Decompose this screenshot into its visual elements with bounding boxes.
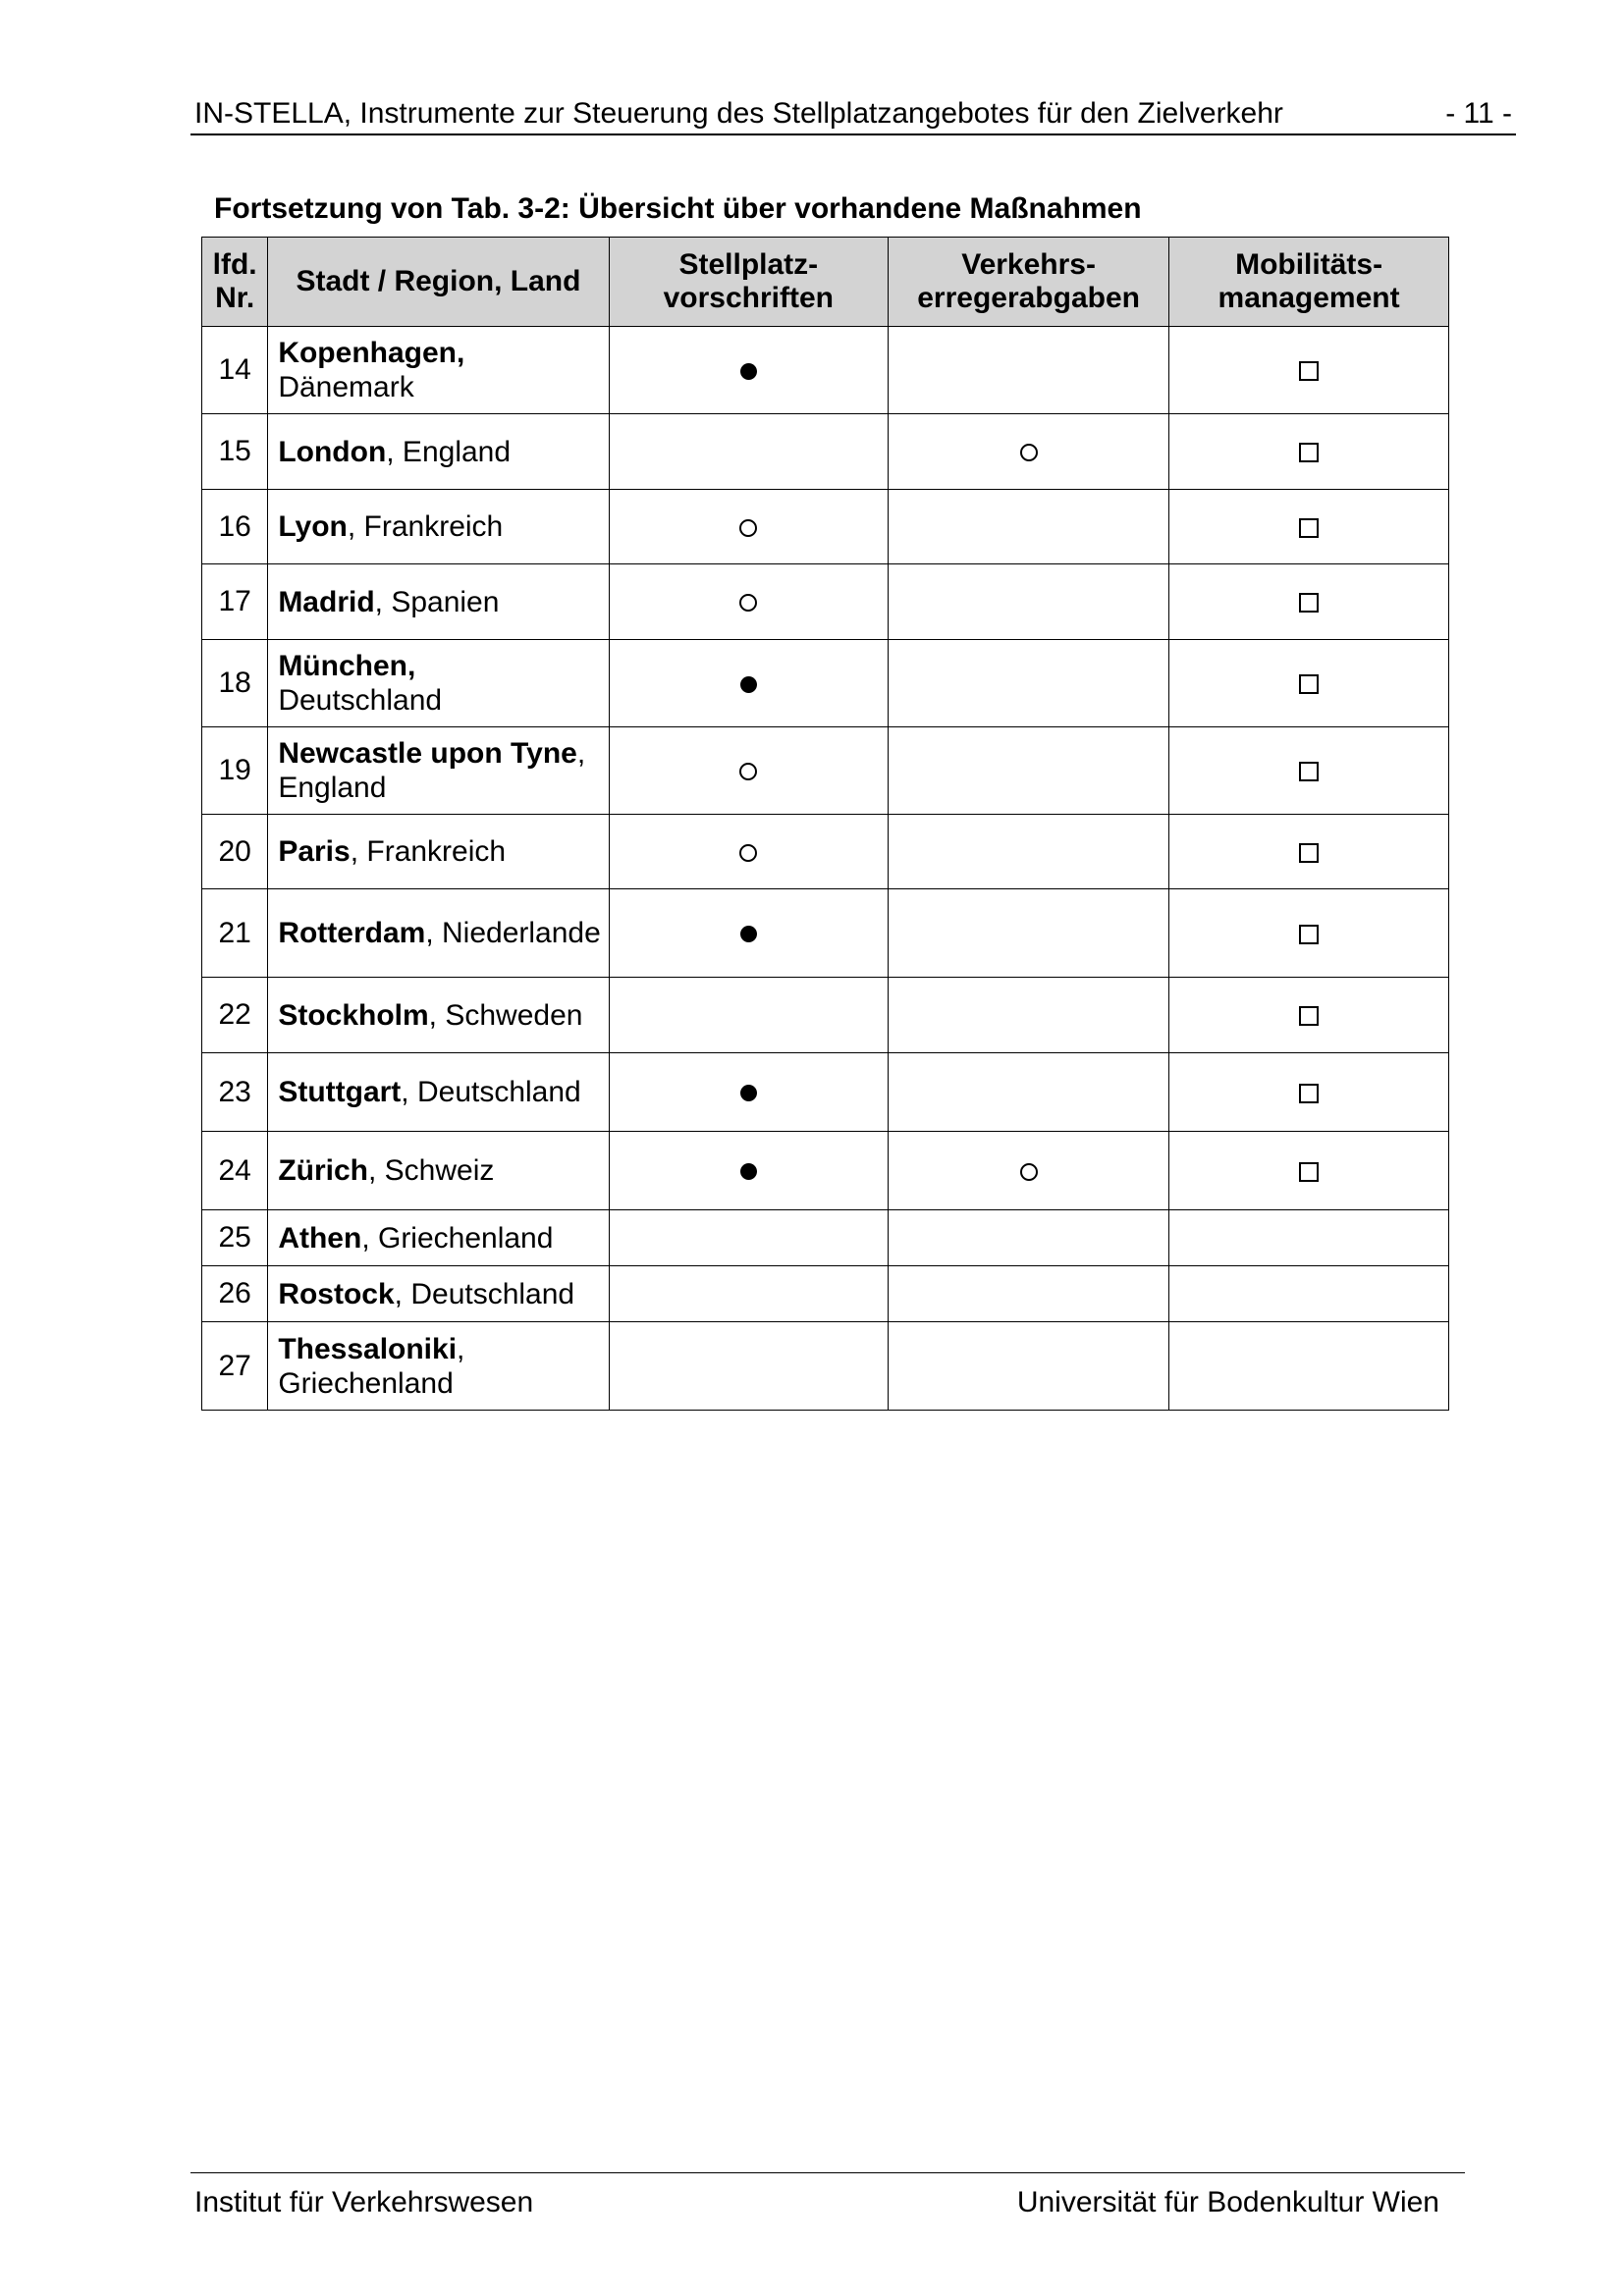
table-row bbox=[202, 490, 1449, 564]
row-city-cell bbox=[268, 727, 609, 815]
row-verk-cell bbox=[889, 1322, 1169, 1411]
row-stell-cell bbox=[609, 640, 888, 727]
filled-circle-icon bbox=[740, 926, 757, 942]
open-circle-icon bbox=[739, 763, 757, 780]
row-city-name: Rotterdam bbox=[278, 917, 426, 949]
row-number: 14 bbox=[202, 327, 268, 414]
table-caption: Fortsetzung von Tab. 3-2: Übersicht über vorhandene Maßnahmen bbox=[214, 192, 1142, 225]
row-mob-cell bbox=[1169, 327, 1449, 414]
col-header-verkehr-line2: erregerabgaben bbox=[917, 282, 1140, 314]
row-number: 23 bbox=[202, 1053, 268, 1132]
row-country: , Frankreich bbox=[347, 510, 504, 543]
row-city-cell bbox=[268, 414, 609, 490]
open-square-icon bbox=[1299, 518, 1319, 538]
table-row bbox=[202, 727, 1449, 815]
row-city-cell bbox=[268, 490, 609, 564]
open-circle-icon bbox=[1020, 1163, 1038, 1181]
header-title: IN-STELLA, Instrumente zur Steuerung des Stellplatzangebotes für den Zielverkehr bbox=[194, 97, 1283, 130]
row-mob-cell bbox=[1169, 640, 1449, 727]
row-city-cell bbox=[268, 1132, 609, 1210]
row-city-cell bbox=[268, 889, 609, 978]
row-verk-cell bbox=[889, 640, 1169, 727]
row-city-cell bbox=[268, 1210, 609, 1266]
row-verk-cell bbox=[889, 564, 1169, 640]
table-row bbox=[202, 414, 1449, 490]
row-city-name: Paris bbox=[278, 835, 351, 868]
row-number: 20 bbox=[202, 815, 268, 889]
table-row bbox=[202, 564, 1449, 640]
row-country: Deutschland bbox=[278, 684, 443, 717]
row-city-cell bbox=[268, 815, 609, 889]
row-mob-cell bbox=[1169, 1266, 1449, 1322]
row-city-name: Athen bbox=[278, 1221, 362, 1255]
row-mob-cell bbox=[1169, 889, 1449, 978]
open-square-icon bbox=[1299, 1162, 1319, 1182]
row-city-name: Madrid bbox=[278, 585, 375, 618]
open-square-icon bbox=[1299, 593, 1319, 613]
row-verk-cell bbox=[889, 815, 1169, 889]
row-country: , Spanien bbox=[374, 585, 500, 618]
row-mob-cell bbox=[1169, 727, 1449, 815]
open-square-icon bbox=[1299, 443, 1319, 462]
open-circle-icon bbox=[739, 594, 757, 612]
row-city-cell bbox=[268, 564, 609, 640]
row-stell-cell bbox=[609, 1210, 888, 1266]
footer-university: Universität für Bodenkultur Wien bbox=[1016, 2186, 1439, 2218]
col-header-mobilitaet-line1: Mobilitäts- bbox=[1235, 248, 1383, 281]
footer-institute: Institut für Verkehrswesen bbox=[194, 2186, 534, 2218]
row-country: , Schweden bbox=[428, 998, 583, 1032]
row-city-name: Stockholm bbox=[278, 998, 429, 1032]
row-stell-cell bbox=[609, 727, 888, 815]
row-stell-cell bbox=[609, 327, 888, 414]
open-circle-icon bbox=[739, 844, 757, 862]
row-verk-cell bbox=[889, 414, 1169, 490]
row-country: , Deutschland bbox=[394, 1277, 575, 1310]
row-verk-cell bbox=[889, 1053, 1169, 1132]
open-square-icon bbox=[1299, 674, 1319, 694]
row-city-cell bbox=[268, 1266, 609, 1322]
row-stell-cell bbox=[609, 1322, 888, 1411]
row-country: , Griechenland bbox=[361, 1221, 554, 1255]
row-mob-cell bbox=[1169, 815, 1449, 889]
open-circle-icon bbox=[739, 519, 757, 537]
col-header-city-label: Stadt / Region, Land bbox=[296, 265, 581, 297]
row-mob-cell bbox=[1169, 1053, 1449, 1132]
row-country: , Schweiz bbox=[367, 1154, 495, 1187]
open-circle-icon bbox=[1020, 444, 1038, 461]
row-city-cell bbox=[268, 978, 609, 1053]
table-row bbox=[202, 1266, 1449, 1322]
row-city-name: Thessaloniki bbox=[278, 1332, 458, 1365]
row-country: , Frankreich bbox=[350, 835, 507, 868]
row-city-name: München, bbox=[278, 650, 416, 682]
table-row bbox=[202, 327, 1449, 414]
row-city-name: Rostock bbox=[278, 1277, 395, 1310]
row-mob-cell bbox=[1169, 564, 1449, 640]
table-row bbox=[202, 978, 1449, 1053]
row-country: , Deutschland bbox=[401, 1076, 581, 1108]
row-city-name: Stuttgart bbox=[278, 1076, 402, 1108]
open-square-icon bbox=[1299, 1006, 1319, 1026]
row-city-name: Kopenhagen, bbox=[278, 337, 465, 369]
open-square-icon bbox=[1299, 762, 1319, 781]
row-number: 26 bbox=[202, 1266, 268, 1322]
filled-circle-icon bbox=[740, 1085, 757, 1101]
table-header-row bbox=[202, 238, 1449, 327]
page-footer bbox=[190, 2172, 1465, 2218]
row-stell-cell bbox=[609, 1053, 888, 1132]
row-number: 19 bbox=[202, 727, 268, 815]
open-square-icon bbox=[1299, 1084, 1319, 1103]
col-header-verkehr bbox=[889, 238, 1169, 327]
row-verk-cell bbox=[889, 327, 1169, 414]
row-city-cell bbox=[268, 1053, 609, 1132]
row-city-cell bbox=[268, 327, 609, 414]
table-row bbox=[202, 1053, 1449, 1132]
page-number: - 11 - bbox=[1445, 97, 1512, 130]
col-header-nr bbox=[202, 238, 268, 327]
table-row bbox=[202, 1132, 1449, 1210]
row-stell-cell bbox=[609, 564, 888, 640]
row-city-name: Lyon bbox=[278, 510, 348, 543]
row-verk-cell bbox=[889, 978, 1169, 1053]
row-city-name: Newcastle upon Tyne bbox=[278, 737, 577, 770]
row-stell-cell bbox=[609, 889, 888, 978]
open-square-icon bbox=[1299, 361, 1319, 381]
col-header-stellplatz-line1: Stellplatz- bbox=[678, 248, 819, 281]
filled-circle-icon bbox=[740, 1163, 757, 1180]
col-header-nr-line1: lfd. bbox=[212, 248, 257, 281]
row-verk-cell bbox=[889, 727, 1169, 815]
row-verk-cell bbox=[889, 490, 1169, 564]
row-stell-cell bbox=[609, 490, 888, 564]
col-header-stellplatz-line2: vorschriften bbox=[663, 282, 835, 314]
page-header bbox=[190, 94, 1516, 135]
row-number: 18 bbox=[202, 640, 268, 727]
row-mob-cell bbox=[1169, 414, 1449, 490]
row-city-name: London bbox=[278, 435, 387, 468]
row-stell-cell bbox=[609, 414, 888, 490]
row-mob-cell bbox=[1169, 1322, 1449, 1411]
row-number: 16 bbox=[202, 490, 268, 564]
row-number: 24 bbox=[202, 1132, 268, 1210]
open-square-icon bbox=[1299, 925, 1319, 944]
row-number: 22 bbox=[202, 978, 268, 1053]
col-header-stellplatz bbox=[609, 238, 888, 327]
col-header-mobilitaet-line2: management bbox=[1217, 282, 1400, 314]
row-verk-cell bbox=[889, 1210, 1169, 1266]
open-square-icon bbox=[1299, 843, 1319, 863]
table-body bbox=[202, 327, 1449, 1411]
table-row bbox=[202, 815, 1449, 889]
table-row bbox=[202, 1322, 1449, 1411]
col-header-nr-line2: Nr. bbox=[215, 282, 255, 314]
row-stell-cell bbox=[609, 815, 888, 889]
row-city-name: Zürich bbox=[278, 1154, 368, 1187]
row-country: , England bbox=[278, 737, 586, 804]
row-number: 21 bbox=[202, 889, 268, 978]
row-stell-cell bbox=[609, 1132, 888, 1210]
row-city-cell bbox=[268, 1322, 609, 1411]
col-header-verkehr-line1: Verkehrs- bbox=[961, 248, 1096, 281]
table-row bbox=[202, 640, 1449, 727]
col-header-mobilitaet bbox=[1169, 238, 1449, 327]
row-mob-cell bbox=[1169, 1210, 1449, 1266]
row-number: 27 bbox=[202, 1322, 268, 1411]
row-mob-cell bbox=[1169, 490, 1449, 564]
row-mob-cell bbox=[1169, 978, 1449, 1053]
filled-circle-icon bbox=[740, 363, 757, 380]
row-verk-cell bbox=[889, 1266, 1169, 1322]
row-country: , Griechenland bbox=[278, 1332, 465, 1400]
row-city-cell bbox=[268, 640, 609, 727]
table-row bbox=[202, 1210, 1449, 1266]
row-number: 25 bbox=[202, 1210, 268, 1266]
row-verk-cell bbox=[889, 889, 1169, 978]
row-country: , Niederlande bbox=[425, 917, 601, 949]
measures-table bbox=[201, 237, 1449, 1411]
row-stell-cell bbox=[609, 1266, 888, 1322]
row-number: 15 bbox=[202, 414, 268, 490]
row-number: 17 bbox=[202, 564, 268, 640]
col-header-city bbox=[268, 238, 609, 327]
row-mob-cell bbox=[1169, 1132, 1449, 1210]
row-country: Dänemark bbox=[278, 371, 414, 403]
row-verk-cell bbox=[889, 1132, 1169, 1210]
filled-circle-icon bbox=[740, 676, 757, 693]
row-stell-cell bbox=[609, 978, 888, 1053]
table-row bbox=[202, 889, 1449, 978]
row-country: , England bbox=[386, 435, 512, 468]
